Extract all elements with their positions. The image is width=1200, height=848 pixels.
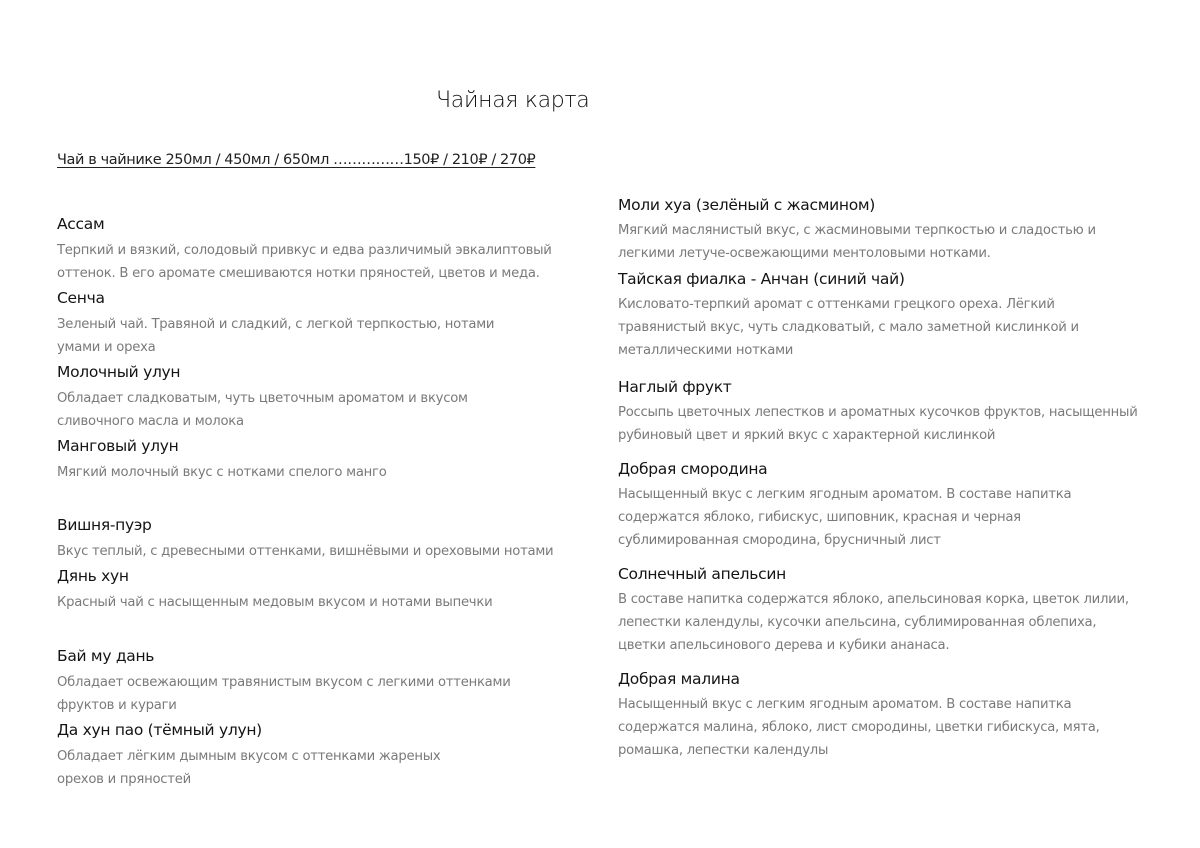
- tea-description: [618, 588, 1178, 657]
- tea-description: [57, 591, 577, 614]
- tea-name: Сенча: [57, 289, 105, 307]
- desc-line: умами и ореха: [57, 340, 156, 355]
- tea-description: [57, 540, 577, 563]
- menu-item: [57, 566, 577, 614]
- tea-name: Наглый фрукт: [618, 378, 732, 396]
- desc-line: цветки апельсинового дерева и кубики ананаса.: [618, 638, 950, 653]
- tea-description: [618, 401, 1178, 447]
- menu-item: [618, 195, 1178, 265]
- tea-description: [57, 387, 577, 433]
- desc-line: фруктов и кураги: [57, 698, 177, 713]
- tea-description: [57, 239, 577, 285]
- tea-name: Бай му дань: [57, 647, 155, 665]
- desc-line: оттенок. В его аромате смешиваются нотки пряностей, цветов и меда.: [57, 266, 540, 281]
- tea-name: Тайская фиалка - Анчан (синий чай): [618, 270, 905, 288]
- tea-description: [57, 745, 577, 791]
- desc-line: Мягкий молочный вкус с нотками спелого манго: [57, 465, 387, 480]
- menu-item: [57, 646, 577, 717]
- menu-item: [57, 214, 577, 285]
- tea-name: Молочный улун: [57, 363, 181, 381]
- desc-line: содержатся малина, яблоко, лист смородины, цветки гибискуса, мята,: [618, 720, 1100, 735]
- menu-item: [57, 515, 577, 563]
- menu-item: [618, 669, 1178, 762]
- desc-line: содержатся яблоко, гибискус, шиповник, красная и черная: [618, 510, 1021, 525]
- desc-line: В составе напитка содержатся яблоко, апельсиновая корка, цветок лилии,: [618, 592, 1129, 607]
- desc-line: сливочного масла и молока: [57, 414, 244, 429]
- tea-name: Манговый улун: [57, 437, 179, 455]
- menu-item: [618, 564, 1178, 657]
- tea-name: Ассам: [57, 215, 105, 233]
- menu-item: [618, 377, 1178, 447]
- page-title: Чайная карта: [436, 88, 590, 113]
- desc-line: легкими летуче-освежающими ментоловыми нотками.: [618, 246, 991, 261]
- tea-name: Добрая малина: [618, 670, 740, 688]
- desc-line: металлическими нотками: [618, 343, 794, 358]
- desc-line: лепестки календулы, кусочки апельсина, сублимированная облепиха,: [618, 615, 1097, 630]
- tea-name: Добрая смородина: [618, 460, 768, 478]
- desc-line: Кисловато-терпкий аромат с оттенками грецкого ореха. Лёгкий: [618, 297, 1055, 312]
- tea-name: Да хун пао (тёмный улун): [57, 721, 262, 739]
- tea-name: Солнечный апельсин: [618, 565, 786, 583]
- tea-description: [618, 693, 1178, 762]
- tea-name: Дянь хун: [57, 567, 129, 585]
- menu-item: [618, 269, 1178, 362]
- desc-line: орехов и пряностей: [57, 772, 191, 787]
- desc-line: травянистый вкус, чуть сладковатый, с мало заметной кислинкой и: [618, 320, 1079, 335]
- desc-line: Обладает освежающим травянистым вкусом с легкими оттенками: [57, 675, 511, 690]
- menu-item: [57, 436, 577, 484]
- menu-item: [618, 459, 1178, 552]
- tea-description: [618, 483, 1178, 552]
- desc-line: Зеленый чай. Травяной и сладкий, с легкой терпкостью, нотами: [57, 317, 495, 332]
- desc-line: Красный чай с насыщенным медовым вкусом и нотами выпечки: [57, 595, 493, 610]
- tea-description: [57, 313, 577, 359]
- desc-line: Терпкий и вязкий, солодовый привкус и едва различимый эвкалиптовый: [57, 243, 552, 258]
- desc-line: ромашка, лепестки календулы: [618, 743, 829, 758]
- desc-line: Обладает сладковатым, чуть цветочным ароматом и вкусом: [57, 391, 468, 406]
- desc-line: Насыщенный вкус с легким ягодным ароматом. В составе напитка: [618, 487, 1072, 502]
- desc-line: сублимированная смородина, брусничный лист: [618, 533, 941, 548]
- tea-description: [57, 461, 577, 484]
- desc-line: Россыпь цветочных лепестков и ароматных кусочков фруктов, насыщенный: [618, 405, 1138, 420]
- tea-name: Моли хуа (зелёный с жасмином): [618, 196, 876, 214]
- menu-item: [57, 720, 577, 791]
- tea-name: Вишня-пуэр: [57, 516, 152, 534]
- tea-description: [57, 671, 577, 717]
- desc-line: Обладает лёгким дымным вкусом с оттенками жареных: [57, 749, 441, 764]
- desc-line: рубиновый цвет и яркий вкус с характерной кислинкой: [618, 428, 996, 443]
- desc-line: Мягкий маслянистый вкус, с жасминовыми терпкостью и сладостью и: [618, 223, 1096, 238]
- tea-description: [618, 219, 1178, 265]
- desc-line: Насыщенный вкус с легким ягодным ароматом. В составе напитка: [618, 697, 1072, 712]
- desc-line: Вкус теплый, с древесными оттенками, вишнёвыми и ореховыми нотами: [57, 544, 554, 559]
- teapot-price-line: Чай в чайнике 250мл / 450мл / 650мл ……………150₽ / 210₽ / 270₽: [57, 152, 536, 168]
- menu-item: [57, 288, 577, 359]
- tea-description: [618, 293, 1178, 362]
- menu-item: [57, 362, 577, 433]
